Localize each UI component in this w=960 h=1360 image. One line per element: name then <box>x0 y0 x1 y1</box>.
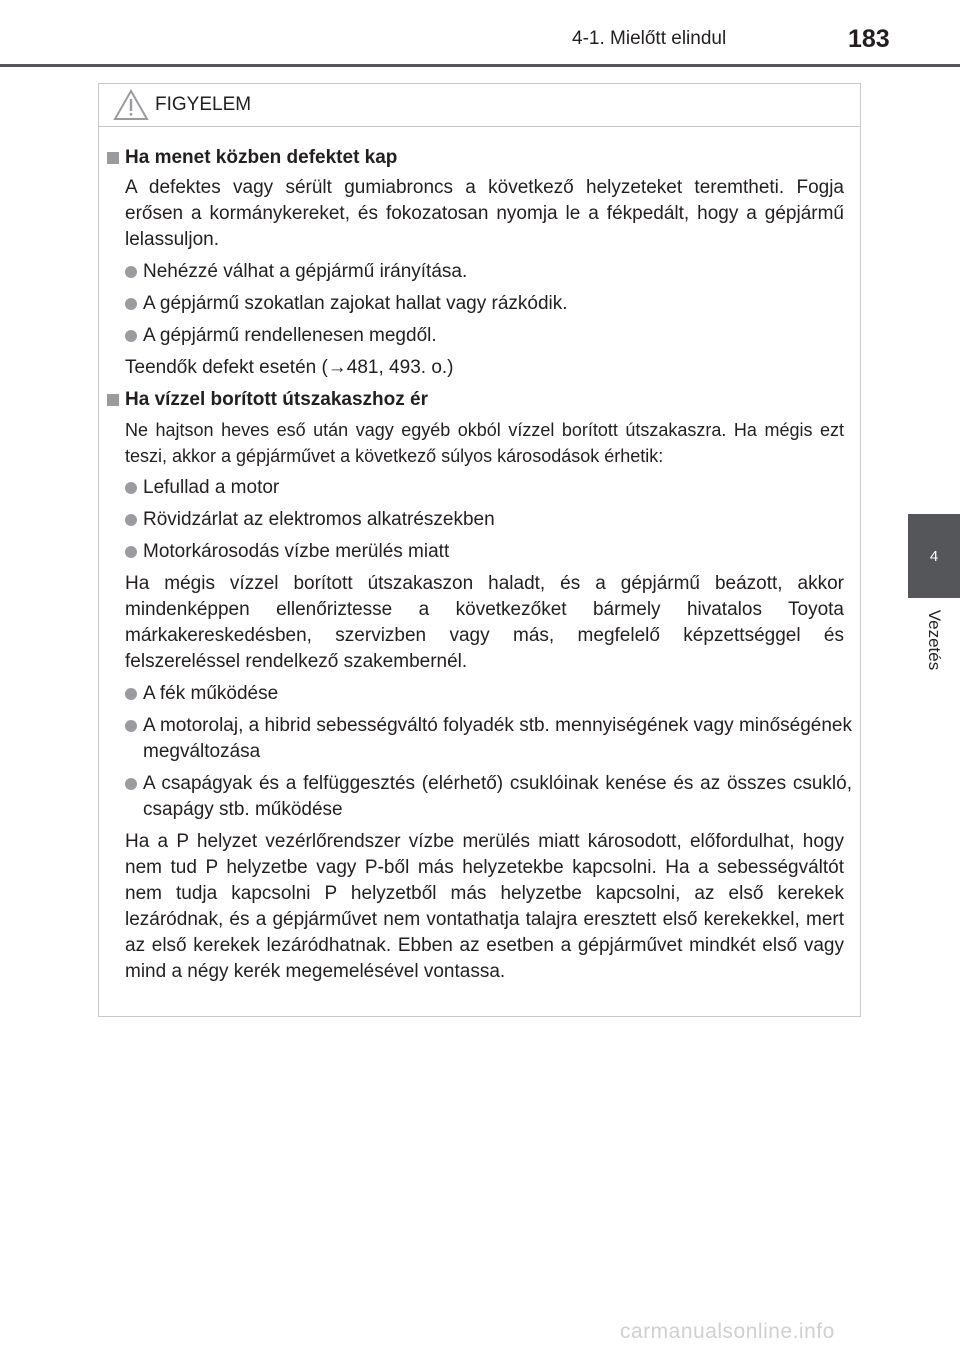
watermark: carmanualsonline.info <box>620 1320 835 1343</box>
square-bullet-icon <box>107 152 119 164</box>
round-bullet-icon <box>125 298 137 310</box>
chapter-label: Vezetés <box>925 609 944 671</box>
list-item-text: A csapágyak és a felfüggesztés (elérhető) csuklóinak kenése és az összes csukló, csapágy stb. működése <box>143 773 852 820</box>
paragraph: Ha mégis vízzel borított útszakaszon haladt, és a gépjármű beázott, akkor mindenképpen ellenőriztesse a következőket bármely hivatalos Toyota márkakereskedésben, szervizben vagy más, megfelelő képzettséggel és felszereléssel rendelkező szakembernél. <box>125 573 844 672</box>
list-item-text: Rövidzárlat az elektromos alkatrészekben <box>143 509 495 530</box>
list-item <box>125 681 852 707</box>
section-heading-text: Ha menet közben defektet kap <box>125 147 398 168</box>
list-item-text: A gépjármű szokatlan zajokat hallat vagy rázkódik. <box>143 293 568 314</box>
list-item <box>125 771 852 823</box>
round-bullet-icon <box>125 688 137 700</box>
chapter-number: 4 <box>929 547 939 565</box>
warning-triangle-icon <box>113 89 149 121</box>
paragraph: A defektes vagy sérült gumiabroncs a következő helyzeteket teremtheti. Fogja erősen a kormánykereket, és fokozatosan nyomja le a fékpedált, hogy a gépjármű lelassuljon. <box>125 177 844 250</box>
square-bullet-icon <box>107 394 119 406</box>
list-item <box>125 507 852 533</box>
page-number: 183 <box>848 25 890 53</box>
warning-box <box>98 83 861 1017</box>
round-bullet-icon <box>125 482 137 494</box>
paragraph: Teendők defekt esetén (→481, 493. o.) <box>125 357 454 378</box>
section-heading <box>107 145 852 171</box>
list-item <box>125 323 852 349</box>
round-bullet-icon <box>125 266 137 278</box>
round-bullet-icon <box>125 546 137 558</box>
section-flat-tire <box>107 145 852 381</box>
list-item <box>125 291 852 317</box>
warning-body <box>99 127 860 985</box>
header-divider <box>0 64 960 67</box>
round-bullet-icon <box>125 778 137 790</box>
round-bullet-icon <box>125 514 137 526</box>
chapter-tab <box>908 514 960 598</box>
list-item-text: A fék működése <box>143 683 279 704</box>
list-item <box>125 259 852 285</box>
list-item <box>125 475 852 501</box>
warning-title: FIGYELEM <box>155 94 252 115</box>
round-bullet-icon <box>125 330 137 342</box>
section-flooded-road <box>107 387 852 985</box>
list-item <box>125 713 852 765</box>
header-section-title: 4-1. Mielőtt elindul <box>572 28 727 49</box>
list-item-text: A gépjármű rendellenesen megdől. <box>143 325 437 346</box>
list-item-text: Motorkárosodás vízbe merülés miatt <box>143 541 450 562</box>
round-bullet-icon <box>125 720 137 732</box>
paragraph: Ne hajtson heves eső után vagy egyéb okból vízzel borított útszakaszra. Ha mégis ezt teszi, akkor a gépjárművet a következő súlyos károsodások érhetik: <box>125 420 844 466</box>
list-item-text: Nehézzé válhat a gépjármű irányítása. <box>143 261 468 282</box>
section-heading-text: Ha vízzel borított útszakaszhoz ér <box>125 389 429 410</box>
warning-header <box>99 84 860 127</box>
list-item <box>125 539 852 565</box>
paragraph: Ha a P helyzet vezérlőrendszer vízbe merülés miatt károsodott, előfordulhat, hogy nem tud P helyzetbe vagy P-ből más helyzetekbe kapcsolni. Ha a sebességváltót nem tudja kapcsolni P helyzetből más helyzetbe kapcsolni, az első kerekek lezáródnak, és a gépjárművet nem vontathatja talajra eresztett első kerekekkel, mert az első kerekek lezáródhatnak. Ebben az esetben a gépjárművet mindkét első vagy mind a négy kerék megemelésével vontassa. <box>125 831 844 982</box>
list-item-text: A motorolaj, a hibrid sebességváltó folyadék stb. mennyiségének vagy minőségének megváltozása <box>143 715 852 762</box>
section-heading <box>107 387 852 413</box>
list-item-text: Lefullad a motor <box>143 477 280 498</box>
